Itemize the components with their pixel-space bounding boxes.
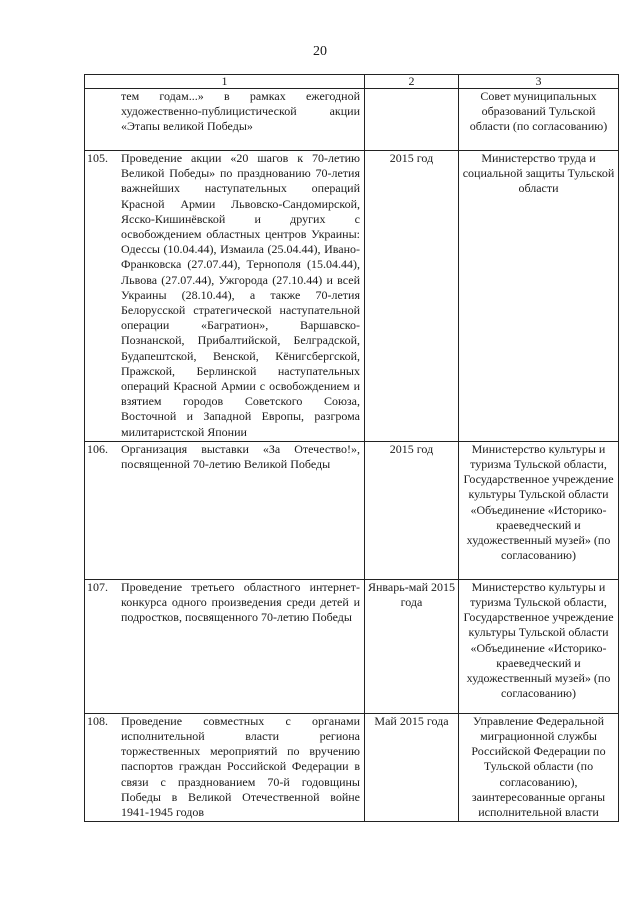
responsible-cell: Министерство культуры и туризма Тульской области, Государственное учреждение культуры Тульской области «Объединение «Историко-краеведческий и художественный музей» (по согласованию) [459,579,619,713]
event-description: Проведение акции «20 шагов к 70-летию Великой Победы» по празднованию 70-летия важнейших наступательных операций Красной Армии Львовско-Сандомирской, Ясско-Кишинёвской и других с освобождением областных центров Украины: Одессы (10.04.44), Измаила (25.04.44), Ивано-Франковска (27.07.44), Тернополя (15.04.44), Львова (27.07.44), Ужгорода (27.10.44) и всей Украины (28.10.44), а также 70-летия Белорусской стратегической наступательной операции «Багратион», Варшавско-Познанской, Прибалтийской, Белградской, Будапештской, Венской, Кёнигсбергской, Пражской, Берлинской наступательных операций Красной Армии с освобождением и взятием городов Советского Союза, Восточной и Западной Европы, разгрома милитаристской Японии [121,151,360,439]
responsible-cell: Управление Федеральной миграционной службы Российской Федерации по Тульской области (по согласованию), заинтересованные органы исполнительной власти [459,713,619,821]
column-header-3: 3 [459,75,619,89]
plan-table [84,74,619,822]
responsible-cell: Совет муниципальных образований Тульской области (по согласованию) [459,89,619,151]
page-number: 20 [313,44,327,59]
table-header-row [85,75,619,89]
event-description: Организация выставки «За Отечество!», посвященной 70-летию Великой Победы [121,441,360,472]
date-cell [365,89,459,151]
table-row [85,89,619,151]
responsible-cell: Министерство культуры и туризма Тульской области, Государственное учреждение культуры Тульской области «Объединение «Историко-краеведческий и художественный музей» (по согласованию) [459,441,619,579]
row-number: 107. [87,579,108,594]
date-cell: Январь-май 2015 года [365,579,459,713]
date-cell: 2015 год [365,441,459,579]
row-number: 106. [87,441,108,456]
event-cell [85,441,365,579]
date-cell: 2015 год [365,151,459,442]
event-description: тем годам...» в рамках ежегодной художественно-публицистической акции «Этапы великой Победы» [121,89,360,134]
table-row [85,441,619,579]
responsible-cell: Министерство труда и социальной защиты Тульской области [459,151,619,442]
event-cell [85,713,365,821]
table-row [85,579,619,713]
event-cell [85,579,365,713]
table-row [85,713,619,821]
date-cell: Май 2015 года [365,713,459,821]
event-description: Проведение третьего областного интернет-конкурса одного произведения среди детей и подростков, посвященного 70-летию Победы [121,579,360,625]
row-number: 108. [87,713,108,728]
row-number: 105. [87,151,108,165]
event-description: Проведение совместных с органами исполнительной власти региона торжественных мероприятий по вручению паспортов граждан Российской Федерации в связи с празднованием 70-й годовщины Победы в Великой Отечественной войне 1941-1945 годов [121,713,360,820]
row-number [87,89,121,135]
column-header-1: 1 [85,75,365,89]
column-header-2: 2 [365,75,459,89]
table-row [85,151,619,442]
event-cell [85,151,365,442]
event-cell [85,89,365,151]
